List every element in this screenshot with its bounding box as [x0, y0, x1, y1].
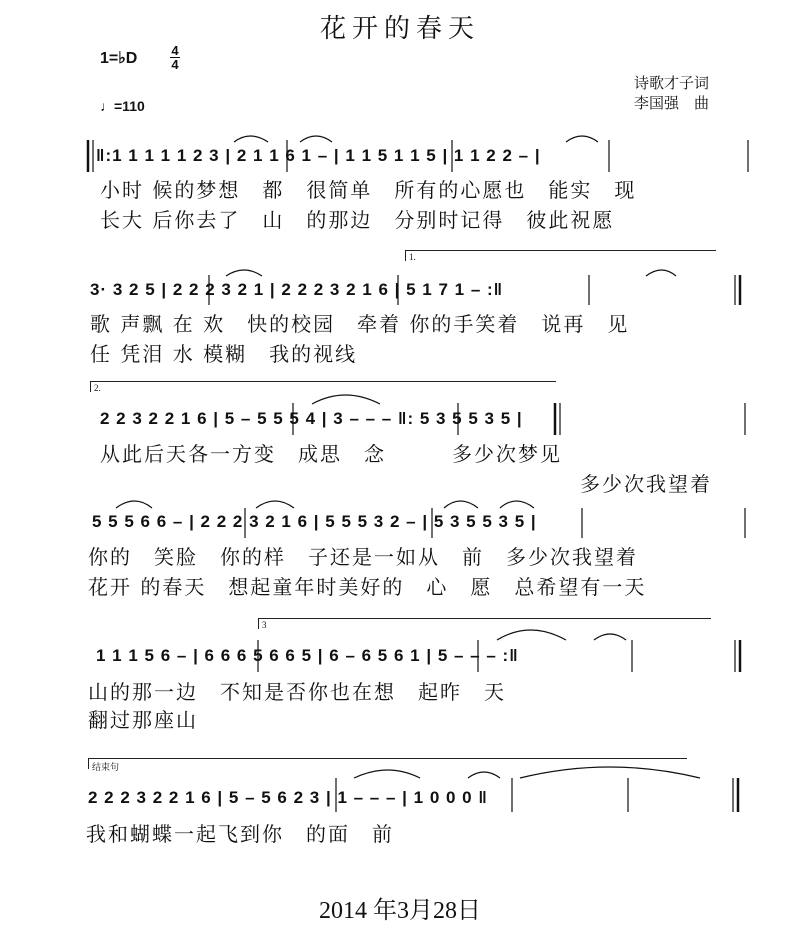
- time-signature-bottom: 4: [171, 57, 179, 72]
- notation-line-5: 1 1 1 5 6 – | 6 6 6 5 6 6 5 | 6 – 6 5 6 1 | 5 – – – :‖: [96, 646, 519, 665]
- volta-ending-phrase: 结束句: [88, 758, 687, 769]
- lyric-line-3-verse-1: 从此后天各一方变 成思 念 多少次梦见: [100, 442, 562, 466]
- lyric-line-1-verse-1: 小时 候的梦想 都 很简单 所有的心愿也 能实 现: [100, 178, 637, 202]
- time-signature-top: 4: [171, 43, 179, 58]
- lyric-line-5-verse-2: 翻过那座山: [88, 708, 198, 732]
- lyric-line-5-verse-1: 山的那一边 不知是否你也在想 起昨 天: [88, 680, 506, 704]
- lyric-line-6-verse-1: 我和蝴蝶一起飞到你 的面 前: [86, 822, 394, 846]
- notation-line-2: 3· 3 2 5 | 2 2 2 3 2 1 | 2 2 2 3 2 1 6 | 5 1 7 1 – :‖: [90, 280, 504, 299]
- notation-line-4: 5 5 5 6 6 – | 2 2 2 3 2 1 6 | 5 5 5 3 2 – | 5 3 5 5 3 5 |: [92, 512, 537, 531]
- lyric-line-2-verse-1: 歌 声飘 在 欢 快的校园 牵着 你的手笑着 说再 见: [90, 312, 630, 336]
- lyric-line-1-verse-2: 长大 后你去了 山 的那边 分别时记得 彼此祝愿: [100, 208, 615, 232]
- notation-line-1: ‖:1 1 1 1 1 2 3 | 2 1 1 6 1 – | 1 1 5 1 1 5 | 1 1 2 2 – |: [96, 146, 541, 165]
- lyric-line-2-verse-2: 任 凭泪 水 模糊 我的视线: [90, 342, 358, 366]
- notation-line-3: 2 2 3 2 2 1 6 | 5 – 5 5 5 4 | 3 – – – ‖: 5 3 5 5 3 5 |: [100, 409, 523, 428]
- lyric-line-3-verse-2: 多少次我望着: [580, 472, 712, 496]
- lyricist-credit: 诗歌才子词: [634, 74, 710, 92]
- lyric-line-4-verse-1: 你的 笑脸 你的样 子还是一如从 前 多少次我望着: [88, 545, 638, 569]
- volta-second-ending: 2.: [90, 381, 556, 392]
- composer-credit: 李国强 曲: [634, 94, 710, 112]
- notation-line-6: 2 2 2 3 2 2 1 6 | 5 – 5 6 2 3 | 1 – – – | 1 0 0 0 ‖: [88, 788, 488, 807]
- lyric-line-4-verse-2: 花开 的春天 想起童年时美好的 心 愿 总希望有一天: [88, 575, 647, 599]
- composition-date: 2014 年3月28日: [319, 898, 481, 924]
- volta-third-ending: 3: [258, 618, 711, 629]
- tempo-marking: ♩=110: [100, 98, 145, 114]
- volta-first-ending: 1.: [405, 250, 716, 261]
- song-title: 花开的春天: [319, 14, 480, 44]
- key-signature: 1=♭D: [100, 50, 138, 67]
